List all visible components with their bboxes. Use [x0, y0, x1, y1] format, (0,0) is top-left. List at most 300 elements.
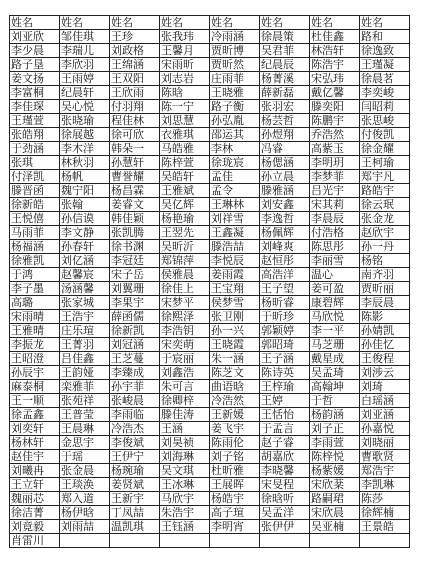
name-cell: 孙佳忆: [360, 338, 410, 352]
name-cell: 刘安鑫: [260, 198, 310, 212]
name-cell: 陈鹏宇: [310, 114, 360, 128]
name-cell: 温凯琪: [110, 520, 160, 534]
name-cell: 宋其莉: [310, 198, 360, 212]
name-cell: 孙辰宇: [10, 366, 60, 380]
name-cell: 刘昊祯: [160, 436, 210, 450]
name-cell: 孙宇菲: [110, 380, 160, 394]
name-cell: 王婷: [260, 394, 310, 408]
table-row: [10, 86, 410, 100]
name-cell: 宋奕萌: [160, 338, 210, 352]
table-row: [10, 296, 410, 310]
name-cell: 徐卿梓: [160, 394, 210, 408]
name-cell: 王俊程: [360, 352, 410, 366]
name-cell: 滕晋函: [10, 184, 60, 198]
name-cell: 李悦辰: [210, 254, 260, 268]
table-row: [10, 212, 410, 226]
name-cell: 李冠廷: [110, 254, 160, 268]
name-cell: 王新媛: [210, 408, 260, 422]
name-cell: 陈一宁: [160, 100, 210, 114]
name-cell: 高子瑄: [210, 506, 260, 520]
name-cell: 付羽翔: [110, 100, 160, 114]
table-row: [10, 170, 410, 184]
name-cell: 杜昕雅: [210, 464, 260, 478]
name-cell: 滕佳涛: [160, 408, 210, 422]
name-cell: 孙信谟: [60, 212, 110, 226]
name-cell: 李浩钥: [160, 324, 210, 338]
name-cell: 张我玮: [160, 30, 210, 44]
name-cell: 高璐: [10, 296, 60, 310]
name-cell: 宋欣棻: [310, 478, 360, 492]
name-cell: 栾雅菲: [60, 380, 110, 394]
name-cell: 冯睿: [260, 142, 310, 156]
name-cell: 丁凤喆: [110, 506, 160, 520]
name-cell: 李欣羽: [60, 58, 110, 72]
name-cell: [110, 534, 160, 548]
name-cell: 韩朵一: [110, 142, 160, 156]
name-cell: 张思峻: [360, 114, 410, 128]
name-cell: 徐书渊: [110, 240, 160, 254]
name-cell: 李林: [210, 142, 260, 156]
name-cell: 杨林轩: [10, 436, 60, 450]
name-cell: 庄乐瑄: [60, 324, 110, 338]
name-cell: 吴昕沂: [160, 240, 210, 254]
name-cell: 刘奕轩: [10, 422, 60, 436]
name-cell: 孟令: [210, 184, 260, 198]
header-row: [10, 16, 410, 30]
name-cell: 李木洋: [60, 142, 110, 156]
name-cell: 刘冠涵: [110, 338, 160, 352]
name-cell: 杨偲涵: [260, 156, 310, 170]
name-cell: 贾昕博: [210, 44, 260, 58]
name-cell: 于宸丽: [160, 352, 210, 366]
name-cell: 李佳琛: [10, 100, 60, 114]
name-cell: 李雨临: [110, 408, 160, 422]
name-cell: 李振龙: [10, 338, 60, 352]
name-cell: 陈梓萱: [160, 156, 210, 170]
name-cell: 姜可盈: [310, 282, 360, 296]
name-cell: 姜贤斌: [110, 478, 160, 492]
name-cell: 杨紫媛: [310, 464, 360, 478]
name-cell: 徐逸致: [360, 44, 410, 58]
column-header: 姓名: [110, 16, 160, 30]
name-cell: 马雨菲: [10, 226, 60, 240]
name-cell: 高浩洋: [260, 268, 310, 282]
name-cell: 杨昌霖: [110, 184, 160, 198]
table-row: [10, 58, 410, 72]
name-cell: 王双阳: [110, 72, 160, 86]
name-cell: 刘政格: [110, 44, 160, 58]
name-cell: 王韵娅: [60, 366, 110, 380]
name-cell: 王雅斌: [160, 184, 210, 198]
name-cell: 路嗣珺: [310, 492, 360, 506]
name-cell: 李辰晨: [360, 296, 410, 310]
name-cell: 侯雅晨: [160, 268, 210, 282]
name-cell: 魏宁阳: [60, 184, 110, 198]
name-cell: 吴心悦: [60, 100, 110, 114]
name-cell: 王琳林: [210, 198, 260, 212]
table-row: [10, 254, 410, 268]
name-cell: 高翰坤: [310, 380, 360, 394]
name-cell: 李逸哲: [260, 212, 310, 226]
name-cell: 张峻晨: [110, 394, 160, 408]
name-cell: 滕浩喆: [210, 240, 260, 254]
name-cell: 陈芝文: [210, 366, 260, 380]
name-cell: 孙嘉悦: [360, 422, 410, 436]
name-cell: 王珍: [110, 30, 160, 44]
name-cell: 王鑫凝: [210, 226, 260, 240]
name-cell: 吕光宇: [310, 184, 360, 198]
table-row: [10, 44, 410, 58]
name-cell: 杨皓宇: [210, 492, 260, 506]
name-cell: 王悦僖: [10, 212, 60, 226]
table-row: [10, 394, 410, 408]
name-cell: 刘思慧: [160, 114, 210, 128]
column-header: 姓名: [260, 16, 310, 30]
name-cell: 徐展越: [60, 128, 110, 142]
name-cell: 赵恒彤: [260, 254, 310, 268]
table-row: [10, 492, 410, 506]
name-cell: 孙婧凯: [360, 324, 410, 338]
table-row: [10, 268, 410, 282]
name-cell: 薛函儒: [110, 310, 160, 324]
name-cell: 张羽宏: [260, 100, 310, 114]
name-cell: 魏丽芯: [10, 492, 60, 506]
table-row: [10, 226, 410, 240]
name-cell: 姜睿文: [110, 198, 160, 212]
name-cell: 孙春轩: [60, 240, 110, 254]
name-cell: 王晨琳: [60, 422, 110, 436]
name-cell: 李晨辰: [310, 212, 360, 226]
name-cell: 贾昕然: [210, 58, 260, 72]
name-cell: 宋欣晨: [310, 506, 360, 520]
name-cell: 吴孟洋: [260, 506, 310, 520]
name-cell: 朱可言: [160, 380, 210, 394]
name-cell: 刘子铭: [210, 450, 260, 464]
name-cell: 于瑶: [60, 450, 110, 464]
name-cell: 刘祥雪: [210, 212, 260, 226]
name-cell: 王昭澄: [10, 352, 60, 366]
name-cell: 李丽雪: [310, 254, 360, 268]
table-row: [10, 478, 410, 492]
table-row: [10, 352, 410, 366]
name-cell: 路和: [360, 30, 410, 44]
name-cell: 杨伊晗: [60, 506, 110, 520]
name-cell: 韩佳颖: [110, 212, 160, 226]
table-row: [10, 184, 410, 198]
name-cell: 马皓雅: [160, 142, 210, 156]
name-cell: 吴文琪: [160, 464, 210, 478]
name-cell: 王一顺: [10, 394, 60, 408]
name-cell: 张苑祥: [60, 394, 110, 408]
name-cell: 康碧辉: [310, 296, 360, 310]
name-cell: 杨琬瑜: [110, 464, 160, 478]
name-cell: 王菁羽: [60, 338, 110, 352]
name-cell: 赵子睿: [260, 436, 310, 450]
name-cell: 徐晨茗: [360, 72, 410, 86]
name-cell: 吕佳鑫: [60, 352, 110, 366]
table-row: [10, 436, 410, 450]
name-cell: 路子衡: [210, 100, 260, 114]
name-cell: 李少晨: [10, 44, 60, 58]
name-cell: 王柯瑜: [360, 156, 410, 170]
name-cell: 吴孟琦: [310, 366, 360, 380]
name-cell: 张金龙: [360, 212, 410, 226]
name-cell: 杨佩辉: [260, 226, 310, 240]
name-cell: 李果宇: [110, 296, 160, 310]
name-cell: 李子墨: [10, 282, 60, 296]
name-cell: 孙立晨: [260, 170, 310, 184]
name-cell: 衣雅琪: [160, 128, 210, 142]
column-header: 姓名: [10, 16, 60, 30]
name-cell: 林浩轩: [310, 44, 360, 58]
name-cell: 郭昭琦: [260, 338, 310, 352]
name-cell: 王立轩: [10, 478, 60, 492]
name-cell: 陈梓悦: [310, 450, 360, 464]
table-row: [10, 100, 410, 114]
name-cell: 杨福涵: [10, 240, 60, 254]
name-cell: 侯梦雪: [210, 296, 260, 310]
name-cell: 肖雷川: [10, 534, 60, 548]
name-cell: [210, 534, 260, 548]
name-cell: 张金晨: [60, 464, 110, 478]
name-cell: 冷浩杰: [110, 422, 160, 436]
name-cell: 王琰涣: [60, 478, 110, 492]
table-row: [10, 506, 410, 520]
name-cell: 陈浩宇: [310, 58, 360, 72]
name-cell: 程佳林: [110, 114, 160, 128]
column-header: 姓名: [210, 16, 260, 30]
name-cell: 徐可欣: [110, 128, 160, 142]
name-cell: 王雨婷: [60, 72, 110, 86]
name-cell: 郭颖婷: [260, 324, 310, 338]
name-cell: 庄雨菲: [210, 72, 260, 86]
name-cell: 王钰涵: [160, 520, 210, 534]
name-cell: 王伊宁: [110, 450, 160, 464]
name-cell: [310, 534, 360, 548]
name-cell: [60, 534, 110, 548]
name-cell: 马欣宇: [160, 492, 210, 506]
name-cell: 陈思彤: [310, 240, 360, 254]
name-cell: 张卫刚: [210, 310, 260, 324]
name-cell: 刘雨喆: [60, 520, 110, 534]
name-cell: 于哲: [310, 394, 360, 408]
name-cell: 吴君菲: [260, 44, 310, 58]
name-cell: 王普莹: [60, 408, 110, 422]
name-cell: 闫昭莉: [360, 100, 410, 114]
name-cell: 邹佳琪: [60, 30, 110, 44]
name-cell: 刘子正: [310, 422, 360, 436]
name-cell: 王展晖: [210, 478, 260, 492]
name-cell: 马芝珊: [310, 338, 360, 352]
name-cell: 郑入道: [60, 492, 110, 506]
name-cell: 孙慧轩: [110, 156, 160, 170]
table-row: [10, 422, 410, 436]
name-cell: 王翌先: [160, 226, 210, 240]
name-cell: 杨帆: [60, 170, 110, 184]
table-row: [10, 240, 410, 254]
name-cell: 郑浩宇: [360, 464, 410, 478]
name-cell: 王瑾凝: [360, 58, 410, 72]
name-cell: 王瑾萱: [10, 114, 60, 128]
table-row: [10, 464, 410, 478]
name-cell: 刘亿涵: [60, 254, 110, 268]
name-cell: 王恬怡: [260, 408, 310, 422]
name-cell: 李明宵: [210, 520, 260, 534]
name-cell: 陈莎: [360, 492, 410, 506]
name-cell: 冷雨涵: [210, 30, 260, 44]
name-cell: 乔浩然: [310, 128, 360, 142]
name-cell: 王冰琳: [160, 478, 210, 492]
name-cell: 高紫玉: [310, 142, 360, 156]
name-cell: 冷浩然: [210, 394, 260, 408]
name-cell: 陈影: [360, 310, 410, 324]
name-cell: 王新宇: [110, 492, 160, 506]
name-cell: 李一平: [310, 324, 360, 338]
name-cell: 曹誉耀: [110, 170, 160, 184]
table-row: [10, 142, 410, 156]
name-cell: 王浩宇: [60, 310, 110, 324]
table-row: [10, 408, 410, 422]
name-cell: 孙煜翔: [260, 128, 310, 142]
name-cell: 滕雅涵: [260, 184, 310, 198]
name-cell: 徐雅凯: [10, 254, 60, 268]
table-row: [10, 114, 410, 128]
name-cell: 徐云珉: [360, 198, 410, 212]
name-cell: 王晓霞: [210, 338, 260, 352]
name-cell: 汤涵馨: [60, 282, 110, 296]
name-cell: 徐辉楠: [360, 506, 410, 520]
name-cell: 赵馨宸: [60, 268, 110, 282]
name-cell: 于昕珍: [260, 310, 310, 324]
name-cell: 刘亚欣: [10, 30, 60, 44]
name-cell: 温心: [310, 268, 360, 282]
name-cell: 陈诗英: [260, 366, 310, 380]
name-cell: 金思宇: [60, 436, 110, 450]
name-cell: 徐熙泽: [160, 310, 210, 324]
name-cell: 薛新磊: [260, 86, 310, 100]
name-cell: 王欣雨: [110, 86, 160, 100]
name-cell: 刘涉云: [360, 366, 410, 380]
name-cell: 刘竟毅: [10, 520, 60, 534]
name-cell: 姜文扬: [10, 72, 60, 86]
table-row: [10, 30, 410, 44]
name-cell: 郑宇凡: [360, 170, 410, 184]
name-cell: 刘鑫浩: [160, 366, 210, 380]
name-cell: 宋旻程: [260, 478, 310, 492]
name-cell: 李奕峻: [360, 86, 410, 100]
name-cell: 刘亚涵: [360, 408, 410, 422]
name-cell: 李梦菲: [310, 170, 360, 184]
name-cell: 滕奕阳: [310, 100, 360, 114]
name-cell: 李晓馨: [260, 464, 310, 478]
table-row: [10, 282, 410, 296]
name-cell: 王宝翔: [210, 282, 260, 296]
name-cell: 吴亿辉: [160, 198, 210, 212]
name-cell: 张琪: [10, 156, 60, 170]
name-cell: 王芝蔓: [110, 352, 160, 366]
name-cell: 徐珑宸: [210, 156, 260, 170]
name-cell: 李臻成: [110, 366, 160, 380]
name-cell: [360, 534, 410, 548]
name-cell: 林秋羽: [60, 156, 110, 170]
table-row: [10, 366, 410, 380]
name-roster-table: [9, 15, 410, 548]
name-cell: 宋雨昕: [160, 58, 210, 72]
name-cell: 赵佳宇: [10, 450, 60, 464]
name-cell: 李文静: [60, 226, 110, 240]
name-cell: 宋梦平: [160, 296, 210, 310]
name-cell: 陈晗: [160, 86, 210, 100]
name-cell: 王涵: [160, 422, 210, 436]
name-cell: 张皓翔: [10, 128, 60, 142]
name-cell: 张凯腾: [110, 226, 160, 240]
name-cell: 杨菁溪: [260, 72, 310, 86]
column-header: 姓名: [310, 16, 360, 30]
name-cell: 王绵涵: [110, 58, 160, 72]
name-cell: 王雅晴: [10, 324, 60, 338]
name-cell: 南齐羽: [360, 268, 410, 282]
name-cell: 张翰: [60, 198, 110, 212]
name-cell: 朱一涵: [210, 352, 260, 366]
name-cell: 姜雨霞: [210, 268, 260, 282]
name-cell: 徐新皓: [10, 198, 60, 212]
name-cell: 徐孟鑫: [10, 408, 60, 422]
name-cell: 杨昕睿: [260, 296, 310, 310]
name-cell: 徐晨策: [260, 30, 310, 44]
name-cell: 麻泰桐: [10, 380, 60, 394]
name-cell: 贾昕丽: [360, 282, 410, 296]
table-row: [10, 198, 410, 212]
name-cell: 李俊斌: [110, 436, 160, 450]
name-cell: 杨韵涵: [310, 408, 360, 422]
name-cell: 徐佳上: [160, 282, 210, 296]
name-cell: 邵运其: [210, 128, 260, 142]
name-cell: 张家城: [60, 296, 110, 310]
name-cell: 刘峰爽: [260, 240, 310, 254]
name-cell: 王子望: [260, 282, 310, 296]
name-cell: 刘志岩: [160, 72, 210, 86]
name-cell: 王景皓: [360, 520, 410, 534]
name-cell: 杨艳瑜: [160, 212, 210, 226]
table-row: [10, 520, 410, 534]
name-cell: 李雨萱: [310, 436, 360, 450]
name-cell: 宋子岳: [110, 268, 160, 282]
name-cell: 纪晨辰: [260, 58, 310, 72]
name-cell: 马欣悦: [310, 310, 360, 324]
name-cell: 徐洁菁: [10, 506, 60, 520]
name-cell: 宋雨晴: [10, 310, 60, 324]
name-cell: 刘晓丽: [360, 436, 410, 450]
name-cell: 孙弘胤: [210, 114, 260, 128]
name-cell: 于鸿: [10, 268, 60, 282]
name-cell: 王晓雅: [210, 86, 260, 100]
name-cell: [160, 534, 210, 548]
name-cell: 于劲涵: [10, 142, 60, 156]
name-cell: 杨铭: [360, 254, 410, 268]
name-cell: 陈雨伦: [210, 436, 260, 450]
name-cell: 戴亿馨: [310, 86, 360, 100]
table-row: [10, 380, 410, 394]
name-cell: 王馨月: [160, 44, 210, 58]
name-cell: 孙一兴: [210, 324, 260, 338]
name-cell: 吴皓轩: [160, 170, 210, 184]
name-cell: 胡嘉欣: [260, 450, 310, 464]
name-cell: 李明玥: [310, 156, 360, 170]
name-cell: 李瑞儿: [60, 44, 110, 58]
name-cell: 纪晨轩: [60, 86, 110, 100]
table-row: [10, 338, 410, 352]
name-cell: 刘曦冉: [10, 464, 60, 478]
